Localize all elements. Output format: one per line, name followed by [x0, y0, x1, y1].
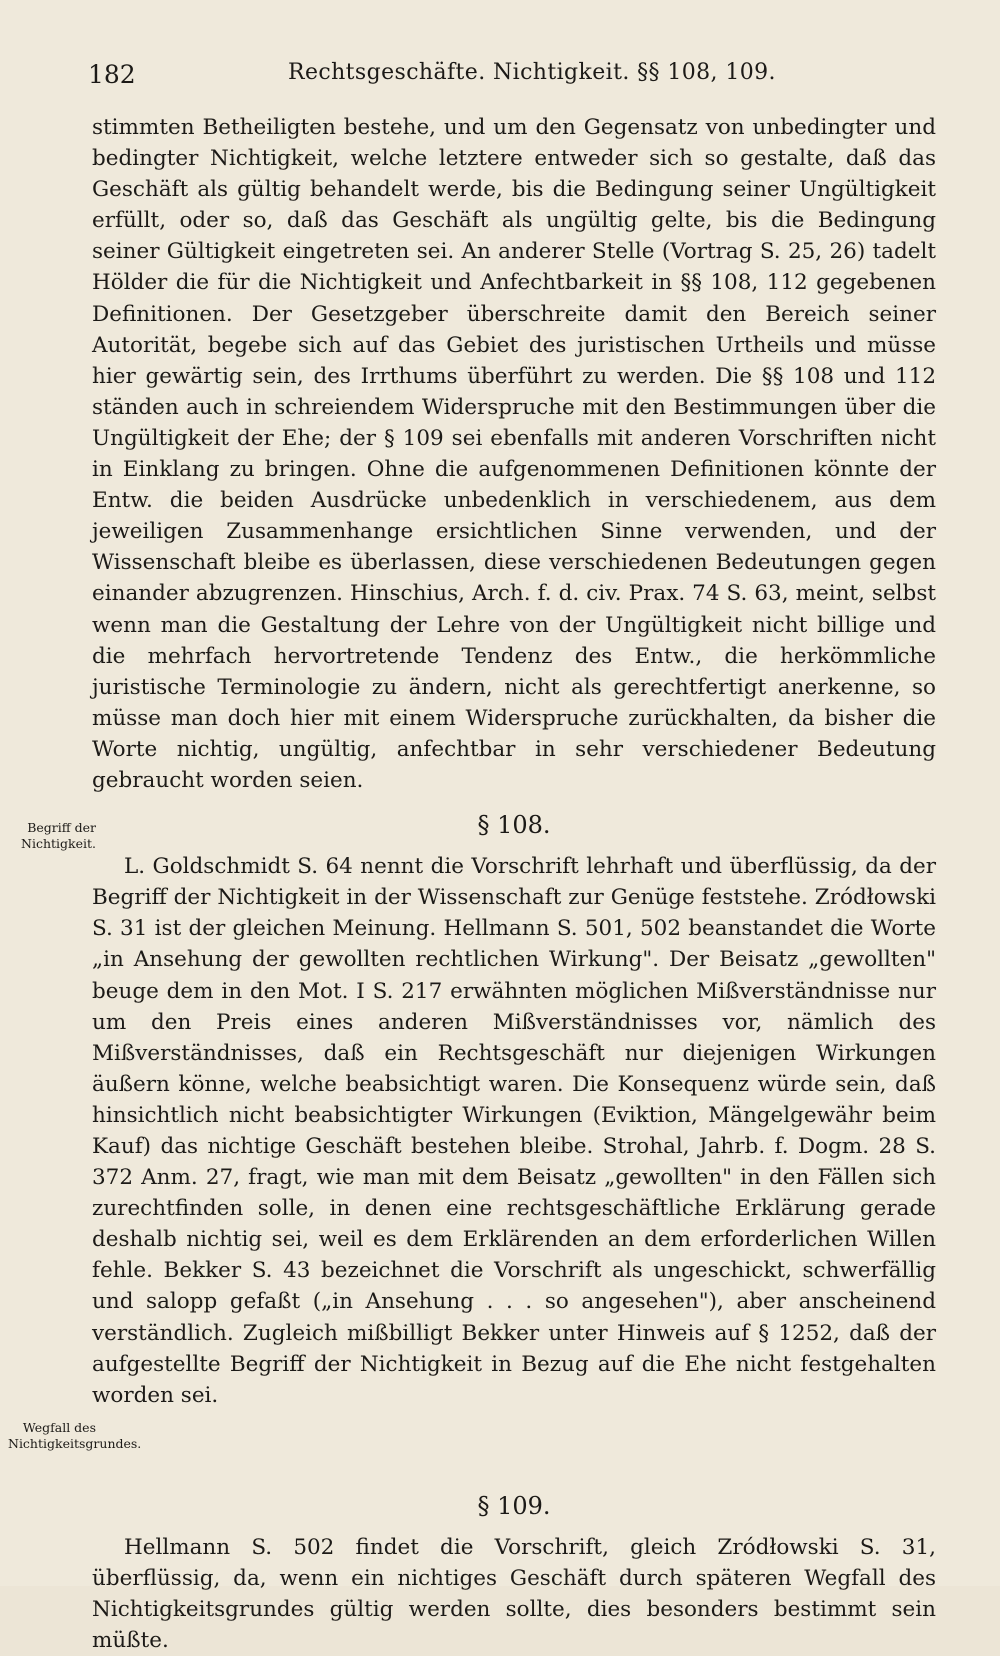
running-title: Rechtsgeschäfte. Nichtigkeit. §§ 108, 109.: [288, 60, 776, 85]
section-heading-109: § 109.: [477, 1491, 551, 1520]
margin-note-begriff: Begriff der Nichtigkeit.: [21, 820, 96, 851]
paragraph-continuation: stimmten Betheiligten bestehe, und um den Gegensatz von unbedingter und bedingter Nichtigkeit, welche letztere entweder sich so gestalte, daß das Geschäft als gültig behandelt werde, bis die Bedingung seiner Ungültigkeit erfüllt, oder so, daß das Geschäft als ungültig gelte, bis die Bedingung seiner Gültigkeit eingetreten sei. An anderer Stelle (Vortrag S. 25, 26) tadelt Hölder die für die Nichtigkeit und Anfechtbarkeit in §§ 108, 112 gegebenen Definitionen. Der Gesetzgeber überschreite damit den Bereich seiner Autorität, begebe sich auf das Gebiet des juristischen Urtheils und müsse hier gewärtig sein, des Irrthums überführt zu werden. Die §§ 108 und 112 ständen auch in schreiendem Widerspruche mit den Bestimmungen über die Ungültigkeit der Ehe; der § 109 sei ebenfalls mit anderen Vorschriften nicht in Einklang zu bringen. Ohne die aufgenommenen Definitionen könnte der Entw. die beiden Ausdrücke unbedenklich in verschiedenem, aus dem jeweiligen Zusammenhange ersichtlichen Sinne verwenden, und der Wissenschaft bleibe es überlassen, diese verschiedenen Bedeutungen gegen einander abzugrenzen. Hinschius, Arch. f. d. civ. Prax. 74 S. 63, meint, selbst wenn man die Gestaltung der Lehre von der Ungültigkeit nicht billige und die mehrfach hervortretende Tendenz des Entw., die herkömmliche juristische Terminologie zu ändern, nicht als gerechtfertigt anerkenne, so müsse man doch hier mit einem Widerspruche zurückhalten, da bisher die Worte nichtig, ungültig, anfechtbar in sehr verschiedener Bedeutung gebraucht worden seien.: [92, 115, 936, 793]
section-heading-108: § 108.: [477, 811, 551, 840]
margin-note-wegfall: Wegfall des Nichtigkeitsgrundes.: [8, 1420, 142, 1451]
body-text: [92, 112, 936, 1656]
page-number: 182: [88, 60, 136, 89]
page-header: [88, 52, 928, 92]
paragraph-section-109: Hellmann S. 502 findet die Vorschrift, gleich Zródłowski S. 31, überflüssig, da, wenn ein nichtiges Geschäft durch späteren Wegfall des Nichtigkeitsgrundes gültig werden sollte, dies besonders bestimmt sein müßte.: [92, 1534, 936, 1654]
paragraph-section-108: L. Goldschmidt S. 64 nennt die Vorschrift lehrhaft und überflüssig, da der Begriff der Nichtigkeit in der Wissenschaft zur Genüge feststehe. Zródłowski S. 31 ist der gleichen Meinung. Hellmann S. 501, 502 beanstandet die Worte „in Ansehung der gewollten rechtlichen Wirkung". Der Beisatz „gewollten" beuge dem in den Mot. I S. 217 erwähnten möglichen Mißverständnisse nur um den Preis eines anderen Mißverständnisses vor, nämlich des Mißverständnisses, daß ein Rechtsgeschäft nur diejenigen Wirkungen äußern könne, welche beabsichtigt waren. Die Konsequenz würde sein, daß hinsichtlich nicht beabsichtigter Wirkungen (Eviktion, Mängelgewähr beim Kauf) das nichtige Geschäft bestehen bleibe. Strohal, Jahrb. f. Dogm. 28 S. 372 Anm. 27, fragt, wie man mit dem Beisatz „gewollten" in den Fällen sich zurechtfinden solle, in denen eine rechtsgeschäftliche Erklärung gerade deshalb nichtig sei, weil es dem Erklärenden an dem erforderlichen Willen fehle. Bekker S. 43 bezeichnet die Vorschrift als ungeschickt, schwerfällig und salopp gefaßt („in Ansehung . . . so angesehen"), aber anscheinend verständlich. Zugleich mißbilligt Bekker unter Hinweis auf § 1252, daß der aufgestellte Begriff der Nichtigkeit in Bezug auf die Ehe nicht festgehalten worden sei.: [92, 854, 936, 1408]
